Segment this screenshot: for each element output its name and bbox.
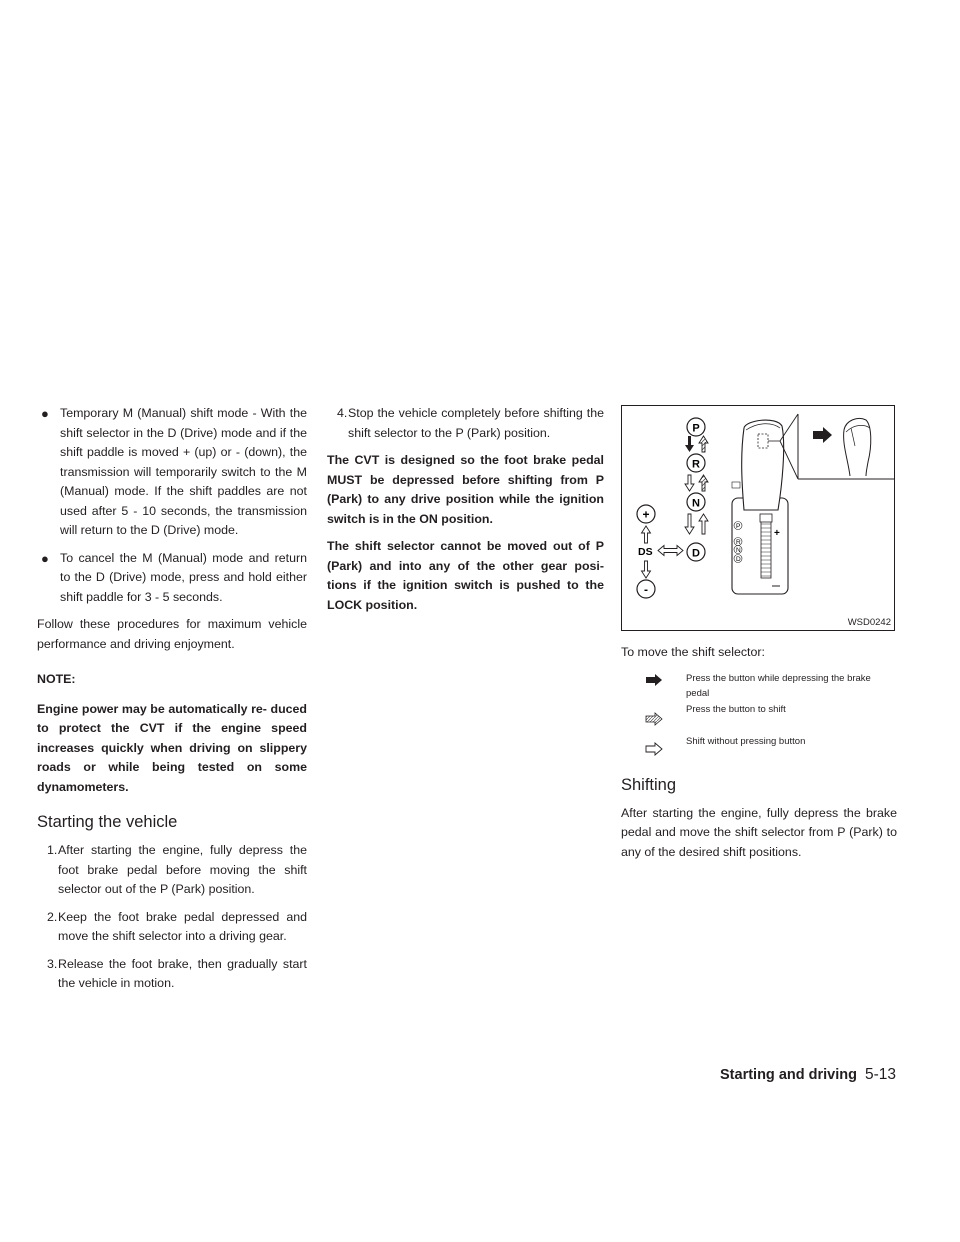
- warning-lock-position: The shift selector cannot be moved out of P (Park) and into any of the other gear posi- tions if the ignition switch is pushed to the LOCK position.: [327, 539, 604, 612]
- gear-n-label: N: [692, 497, 700, 510]
- gear-n: [687, 493, 705, 511]
- step-number: 1.: [47, 843, 58, 857]
- note-label: NOTE:: [37, 672, 76, 686]
- legend-row-outline: [621, 734, 897, 774]
- step-2: [37, 908, 307, 947]
- heading-shifting: Shifting: [621, 775, 677, 794]
- plus-label: +: [642, 507, 650, 522]
- gate-letter-d: D: [736, 556, 741, 563]
- minus-label: -: [644, 582, 648, 597]
- legend-text: Shift without pressing button: [686, 735, 806, 747]
- shift-selector-figure: [621, 405, 895, 631]
- plus-circle: [637, 505, 655, 523]
- solid-arrow-icon: [645, 673, 663, 687]
- outline-arrow-icon: [685, 475, 694, 491]
- bullet-dot: ●: [41, 550, 49, 566]
- bullet-cancel-manual: [37, 549, 307, 608]
- step-1: [37, 841, 307, 900]
- outline-arrow-icon: [685, 514, 694, 534]
- outline-arrow-icon: [642, 526, 651, 543]
- gear-r-label: R: [692, 458, 700, 471]
- legend-row-solid: [621, 671, 897, 702]
- intro-paragraph: Follow these procedures for maximum vehicle performance and driving enjoyment.: [37, 617, 307, 651]
- note-text: Engine power may be automatically re- duced to protect the CVT if the engine speed increases quickly when driving on slippery roads or while being tested on some dynamometers.: [37, 701, 307, 794]
- legend-text: Press the button while depressing the brake pedal: [686, 672, 871, 699]
- solid-arrow-icon: [685, 436, 694, 452]
- gear-p-label: P: [692, 422, 700, 435]
- step-text: Stop the vehicle completely before shifting the shift selector to the P (Park) position.: [348, 406, 604, 440]
- step-number: 2.: [47, 909, 58, 924]
- column-middle: [327, 404, 604, 615]
- warning-brake-pedal: The CVT is designed so the foot brake pedal MUST be depressed before shifting from P (Park) to any drive position while the ignition switch is in the ON position.: [327, 453, 604, 526]
- bullet-text: To cancel the M (Manual) mode and return to the D (Drive) mode, press and hold either shift paddle for 3 - 5 seconds.: [60, 550, 307, 604]
- step-text: Release the foot brake, then gradually start the vehicle in motion.: [58, 956, 307, 990]
- gear-d-label: D: [692, 547, 700, 560]
- bullet-text: Temporary M (Manual) shift mode - With the shift selector in the D (Drive) mode and if the shift paddle is moved + (up) or - (down), the transmission will temporarily switch to the M (Manual) mode. If the shift paddles are not used after 5 - 10 seconds, the transmission will return to the D (Drive) mode.: [60, 406, 307, 537]
- double-arrow-icon: [658, 546, 683, 556]
- gear-d: [687, 543, 705, 561]
- callout-lines: [780, 414, 894, 479]
- gate-plus-label: +: [774, 528, 780, 539]
- step-text: Keep the foot brake pedal depressed and move the shift selector into a driving gear.: [58, 909, 307, 943]
- shaded-arrow-icon: [645, 712, 663, 726]
- solid-arrow-icon: [813, 427, 832, 443]
- knob-detail: [844, 418, 871, 476]
- outline-arrow-icon: [645, 742, 663, 756]
- gear-p: [687, 418, 705, 436]
- footer-section: Starting and driving: [720, 1067, 857, 1083]
- minus-circle: [637, 580, 655, 598]
- step-4: [327, 404, 604, 443]
- ds-label: DS: [638, 546, 653, 558]
- step-number: 4.: [337, 406, 348, 420]
- shaded-arrow-icon: [699, 436, 708, 452]
- outline-arrow-icon: [699, 514, 708, 534]
- gate-letter-p: P: [736, 523, 741, 530]
- step-3: [37, 955, 307, 994]
- page-footer: [716, 1066, 896, 1084]
- bullet-manual-mode: [37, 404, 307, 541]
- gear-r: [687, 454, 705, 472]
- bullet-dot: ●: [41, 406, 49, 421]
- shift-diagram: [622, 406, 894, 630]
- column-right: [621, 405, 897, 862]
- legend-title: To move the shift selector:: [621, 645, 765, 659]
- step-text: After starting the engine, fully depress the foot brake pedal before moving the shift selector out of the P (Park) position.: [58, 843, 307, 896]
- legend-row-shaded: [621, 702, 897, 734]
- heading-starting-vehicle: Starting the vehicle: [37, 813, 178, 831]
- figure-code: WSD0242: [847, 617, 891, 628]
- shifting-text: After starting the engine, fully depress the brake pedal and move the shift selector from P (Park) to any of the desired shift positions.: [621, 805, 897, 859]
- outline-arrow-icon: [642, 561, 651, 578]
- shift-knob: [742, 420, 784, 510]
- shaded-arrow-icon: [699, 475, 708, 491]
- gate-letter-n: N: [736, 547, 741, 554]
- gate-letter-r: R: [736, 539, 741, 546]
- column-left: [37, 404, 307, 1002]
- page-number: 5-13: [864, 1066, 896, 1083]
- step-number: 3.: [47, 956, 58, 971]
- legend-text: Press the button to shift: [686, 703, 786, 715]
